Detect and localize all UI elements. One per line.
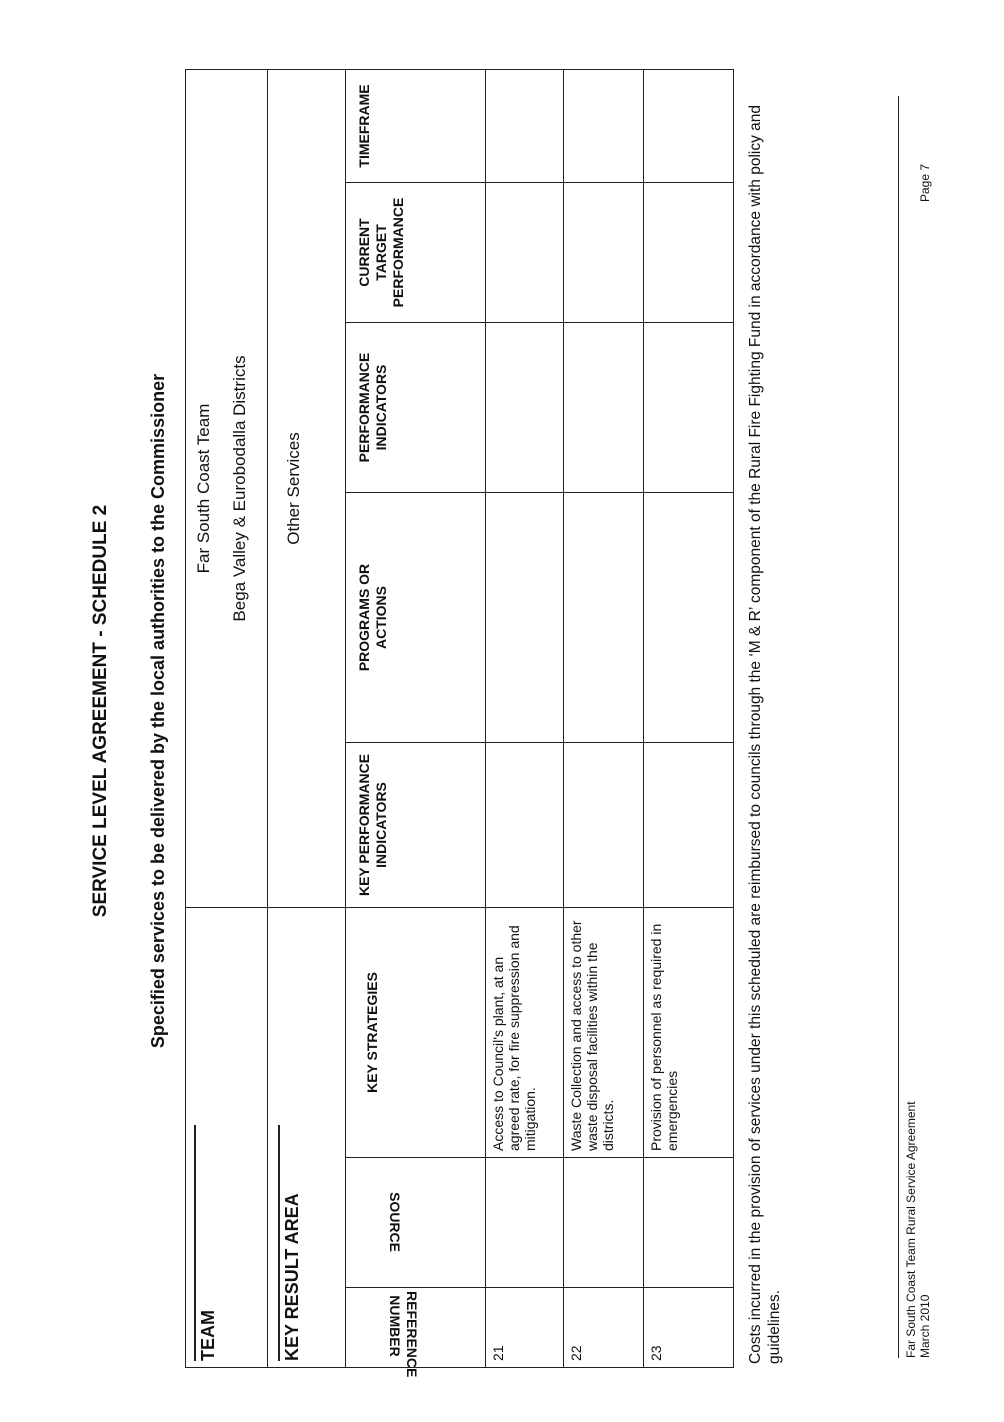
row-ref: 23 — [644, 1288, 734, 1368]
programs-header: PROGRAMS OR ACTIONS — [346, 493, 486, 743]
districts-value: Bega Valley & Eurobodalla Districts — [230, 355, 249, 622]
table-row — [486, 69, 564, 1367]
row-strategy: Access to Council's plant, at an agreed rate, for fire suppression and mitigation. — [486, 908, 564, 1158]
row-timeframe — [564, 69, 644, 182]
page-title: SERVICE LEVEL AGREEMENT - SCHEDULE 2 — [90, 504, 111, 918]
row-programs — [644, 493, 734, 743]
schedule-table — [185, 69, 734, 1378]
row-source — [644, 1158, 734, 1288]
row-pi — [564, 323, 644, 493]
kpi-header: KEY PERFORMANCE INDICATORS — [346, 743, 486, 908]
footer-date: March 2010 — [918, 1294, 932, 1358]
row-ref: 22 — [564, 1288, 644, 1368]
team-cell — [186, 908, 268, 1368]
row-pi — [486, 323, 564, 493]
source-header — [346, 1158, 486, 1288]
table-row — [564, 69, 644, 1367]
row-strategy: Provision of personnel as required in emergencies — [644, 908, 734, 1158]
team-label: TEAM — [194, 1125, 219, 1361]
row-timeframe — [644, 69, 734, 182]
footer-rule — [898, 96, 899, 1358]
kra-value-cell — [268, 69, 346, 907]
row-programs — [564, 493, 644, 743]
row-programs — [486, 493, 564, 743]
table-row — [644, 69, 734, 1367]
row-strategy: Waste Collection and access to other waste disposal facilities within the districts. — [564, 908, 644, 1158]
strategies-header: KEY STRATEGIES — [346, 908, 486, 1158]
kra-value: Other Services — [284, 432, 303, 545]
footer-page-number: Page 7 — [918, 163, 932, 202]
page-subtitle: Specified services to be delivered by the local authorities to the Commissioner — [148, 373, 168, 1049]
row-kpi — [564, 743, 644, 908]
row-pi — [644, 323, 734, 493]
current-header: CURRENT TARGET PERFORMANCE — [346, 183, 486, 323]
timeframe-header: TIMEFRAME — [346, 69, 486, 182]
kra-cell — [268, 908, 346, 1368]
team-value-cell — [186, 69, 268, 907]
ref-header-text: REFERENCE NUMBER — [387, 1291, 420, 1378]
costs-note: Costs incurred in the provision of services under this scheduled are reimbursed to councils through the ‘M & R’ component of the Rural Fire Fighting Fund in accordance with policy and guidelines. — [747, 104, 783, 1364]
row-timeframe — [486, 69, 564, 182]
pi-header: PERFORMANCE INDICATORS — [346, 323, 486, 493]
row-source — [564, 1158, 644, 1288]
row-source — [486, 1158, 564, 1288]
source-header-text: SOURCE — [387, 1192, 403, 1253]
row-kpi — [644, 743, 734, 908]
row-current — [486, 183, 564, 323]
team-value: Far South Coast Team — [194, 403, 213, 574]
row-current — [564, 183, 644, 323]
footer-doc-title: Far South Coast Team Rural Service Agreement — [904, 1101, 918, 1358]
ref-header — [346, 1288, 486, 1378]
kra-label: KEY RESULT AREA — [278, 1125, 303, 1361]
row-ref: 21 — [486, 1288, 564, 1368]
row-current — [644, 183, 734, 323]
row-kpi — [486, 743, 564, 908]
